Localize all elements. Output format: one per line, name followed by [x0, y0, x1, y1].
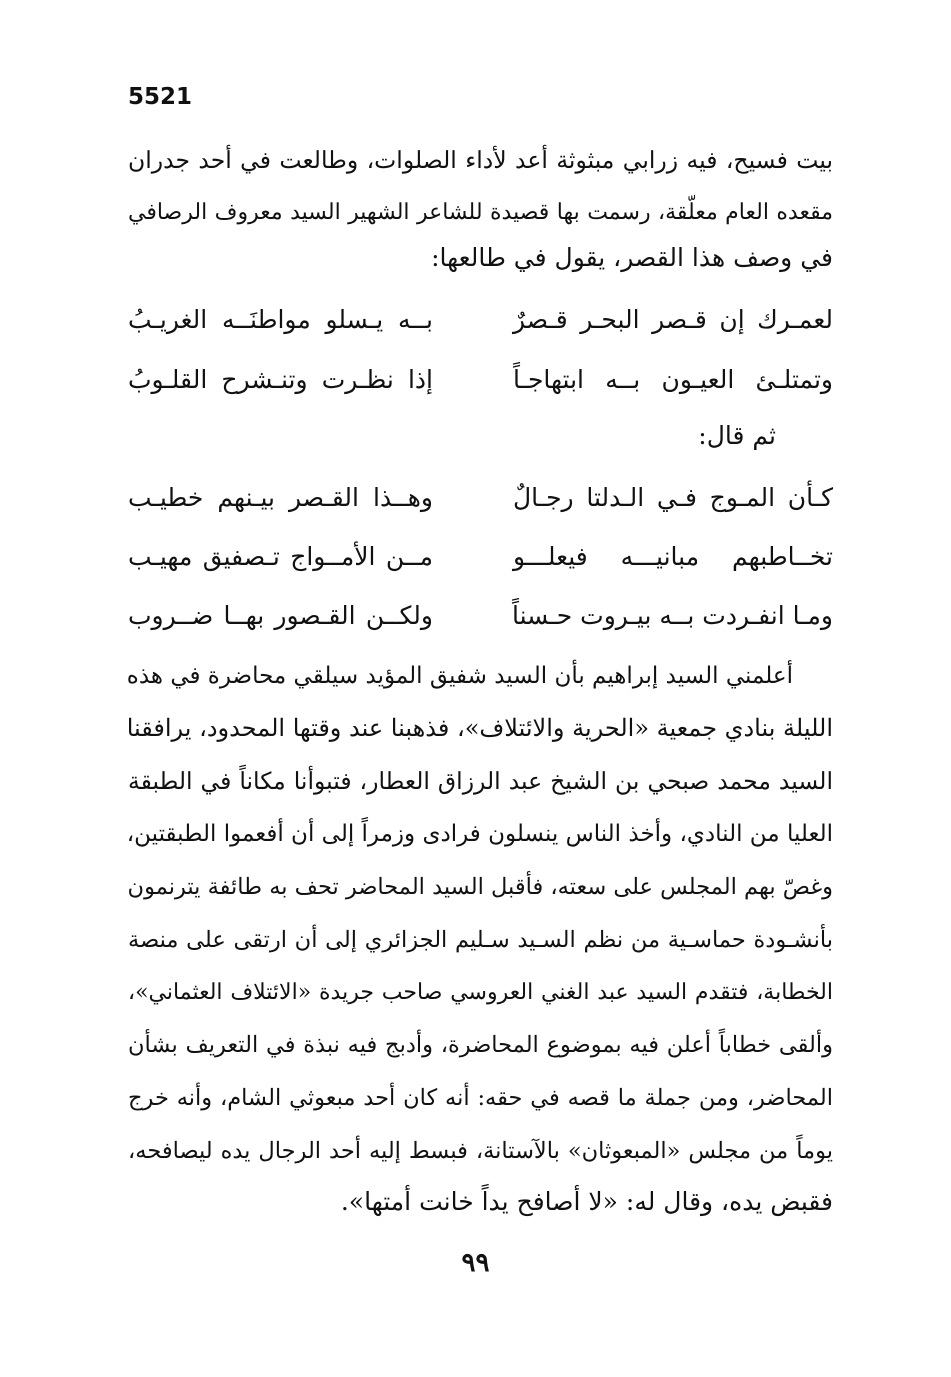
document-number: 5521 — [128, 84, 193, 110]
poem-verse — [128, 537, 833, 577]
paragraph-line: فقبض يده، وقال له: «لا أصافح يداً خانت أمتها». — [340, 1187, 833, 1216]
paragraph-line: المحاضر، ومن جملة ما قصه في حقه: أنه كان أحد مبعوثي الشام، وأنه خرج — [128, 1085, 833, 1111]
verse-first-hemistich: ومـا انفـردت بــه بيـروت حـسناً — [511, 601, 833, 630]
verse-first-hemistich: كـأن المـوج فـي الـدلتا رجـالٌ — [513, 483, 833, 512]
paragraph-line: بأنشـودة حماسـية من نظم السـيد سـليم الجزائري إلى أن ارتقى على منصة — [128, 927, 833, 953]
paragraph-line: بيت فسيح، فيه زرابي مبثوثة أعد لأداء الصلوات، وطالعت في أحد جدران — [128, 146, 833, 174]
paragraph-line: وغصّ بهم المجلس على سعته، فأقبل السيد المحاضر تحف به طائفة يترنمون — [127, 874, 833, 900]
verse-second-hemistich: وهــذا القـصر بيـنهم خطيـب — [128, 483, 433, 512]
paragraph-line: في وصف هذا القصر، يقول في طالعها: — [431, 243, 833, 272]
paragraph-line: الليلة بنادي جمعية «الحرية والائتلاف»، فذهبنا عند وقتها المحدود، يرافقنا — [126, 714, 833, 742]
poem-verse — [128, 596, 833, 636]
verse-second-hemistich: ولكــن القـصور بهــا ضــروب — [128, 601, 433, 630]
poem-verse — [128, 360, 833, 400]
verse-first-hemistich: لعمـرك إن قـصر البحـر قـصرٌ — [513, 305, 833, 334]
paragraph-line: الخطابة، فتقدم السيد عبد الغني العروسي صاحب جريدة «الائتلاف العثماني»، — [128, 980, 833, 1005]
verse-second-hemistich: بــه يـسلو مواطنَــه الغريـبُ — [128, 305, 433, 334]
paragraph-line: يوماً من مجلس «المبعوثان» بالآستانة، فبسط إليه أحد الرجال يده ليصافحه، — [128, 1138, 833, 1164]
paragraph-line: السيد محمد صبحي بن الشيخ عبد الرزاق العطار، فتبوأنا مكاناً في الطبقة — [128, 767, 833, 795]
verse-second-hemistich: إذا نظـرت وتنـشرح القلـوبُ — [128, 365, 433, 394]
paragraph-line: وألقى خطاباً أعلن فيه بموضوع المحاضرة، وأدبج فيه نبذة في التعريف بشأن — [128, 1032, 833, 1058]
verse-first-hemistich: وتمتلـئ العيـون بــه ابتهاجـاً — [513, 365, 833, 394]
poem-verse — [128, 300, 833, 340]
paragraph-line: أعلمني السيد إبراهيم بأن السيد شفيق المؤيد سيلقي محاضرة في هذه — [126, 663, 793, 689]
paragraph-line: مقعده العام معلّقة، رسمت بها قصيدة للشاعر الشهير السيد معروف الرصافي — [128, 200, 833, 225]
then-said-label: ثم قال: — [698, 421, 776, 450]
page-number: ٩٩ — [461, 1248, 490, 1278]
poem-verse — [128, 478, 833, 518]
paragraph-line: العليا من النادي، وأخذ الناس ينسلون فرادى وزمراً إلى أن أفعموا الطبقتين، — [126, 821, 833, 847]
verse-first-hemistich: تخــاطبهم مبانيـــه فيعلـــو — [513, 542, 833, 571]
verse-second-hemistich: مــن الأمــواج تـصفيق مهيـب — [128, 542, 433, 571]
